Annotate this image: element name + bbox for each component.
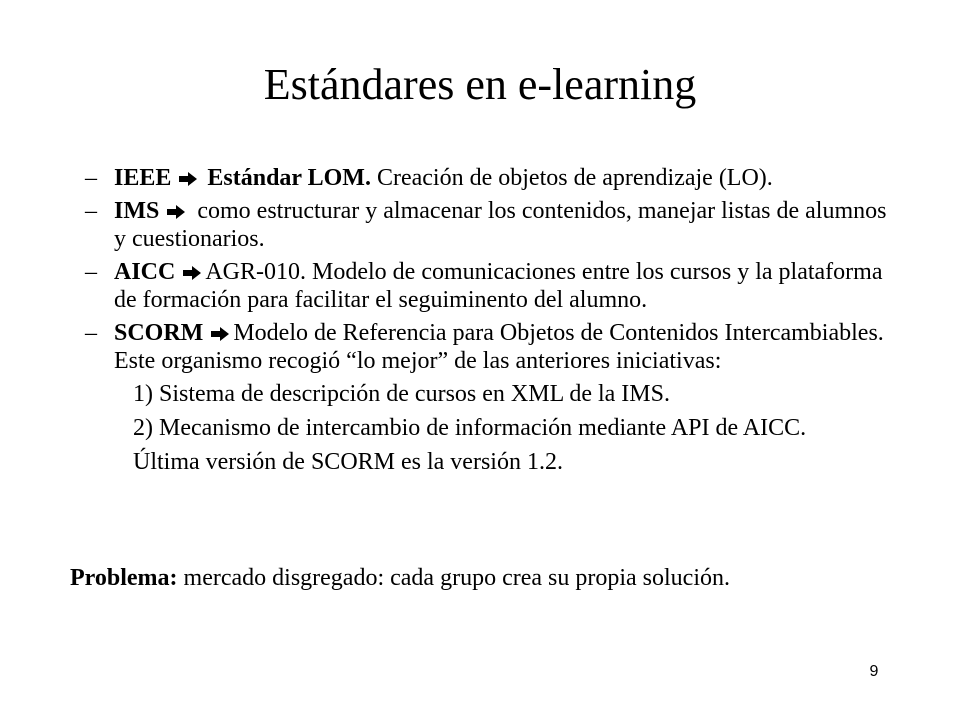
bullet-text: Modelo de Referencia para Objetos de Contenidos Intercambiables. Este organismo recogió “lo mejor” de las anteriores iniciativas: bbox=[114, 320, 884, 374]
bullet-bold-text: Estándar LOM. bbox=[207, 165, 371, 191]
sub-item-2: 2) Mecanismo de intercambio de información mediante API de AICC. bbox=[133, 415, 807, 441]
right-arrow-icon bbox=[183, 266, 201, 280]
bullet-item-aicc bbox=[85, 258, 895, 314]
page-number: 9 bbox=[869, 663, 879, 680]
bullet-text: AGR-010. Modelo de comunicaciones entre los cursos y la plataforma de formación para facilitar el seguiminento del alumno. bbox=[114, 259, 883, 313]
problema-text: mercado disgregado: cada grupo crea su propia solución. bbox=[177, 565, 730, 591]
bullet-dash: – bbox=[85, 320, 97, 346]
slide-title: Estándares en e-learning bbox=[263, 60, 697, 109]
right-arrow-icon bbox=[179, 172, 197, 186]
problema-line bbox=[70, 564, 730, 592]
bullet-item-ieee bbox=[85, 164, 895, 192]
bullet-item-ims bbox=[85, 197, 895, 253]
bullet-text: Creación de objetos de aprendizaje (LO). bbox=[370, 165, 773, 191]
problema-label: Problema: bbox=[70, 565, 178, 591]
bullet-label: IEEE bbox=[114, 165, 172, 191]
right-arrow-icon bbox=[211, 327, 229, 341]
bullet-list bbox=[85, 164, 895, 482]
sub-item-1: 1) Sistema de descripción de cursos en XML de la IMS. bbox=[133, 381, 670, 407]
bullet-label: SCORM bbox=[114, 320, 204, 346]
bullet-label: IMS bbox=[114, 198, 160, 224]
bullet-dash: – bbox=[85, 198, 97, 224]
bullet-text: como estructurar y almacenar los contenidos, manejar listas de alumnos y cuestionarios. bbox=[114, 198, 887, 252]
bullet-dash: – bbox=[85, 259, 97, 285]
right-arrow-icon bbox=[167, 205, 185, 219]
bullet-label: AICC bbox=[114, 259, 176, 285]
bullet-item-scorm bbox=[85, 319, 895, 375]
sub-item-3: Última versión de SCORM es la versión 1.2. bbox=[133, 449, 563, 475]
bullet-dash: – bbox=[85, 165, 97, 191]
